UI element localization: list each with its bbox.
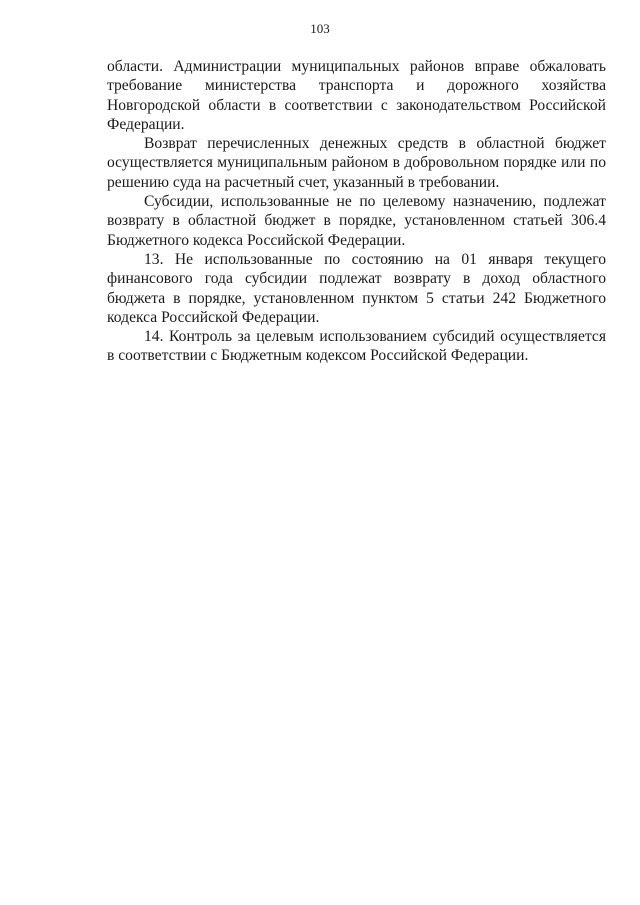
paragraph-refund-procedure: Возврат перечисленных денежных средств в областной бюджет осуществляется муниципальным районом в добровольном порядке или по решению суда на расчетный счет, указанный в требовании. — [107, 135, 606, 191]
paragraph-continuation: области. Администрации муниципальных районов вправе обжаловать требование министерства транспорта и дорожного хозяйства Новгородской области в соответствии с законодательством Российской Федерации. — [107, 58, 606, 133]
paragraph-item-14: 14. Контроль за целевым использованием субсидий осуществляется в соответствии с Бюджетным кодексом Российской Федерации. — [107, 328, 606, 365]
paragraph-item-13: 13. Не использованные по состоянию на 01 января текущего финансового года субсидии подлежат возврату в доход областного бюджета в порядке, установленном пунктом 5 статьи 242 Бюджетного кодекса Российской Федерации. — [107, 250, 606, 326]
paragraph-misused-subsidies: Субсидии, использованные не по целевому назначению, подлежат возврату в областной бюджет в порядке, установленном статьей 306.4 Бюджетного кодекса Российской Федерации. — [107, 193, 606, 249]
page-number: 103 — [310, 21, 330, 36]
document-body — [107, 57, 606, 366]
